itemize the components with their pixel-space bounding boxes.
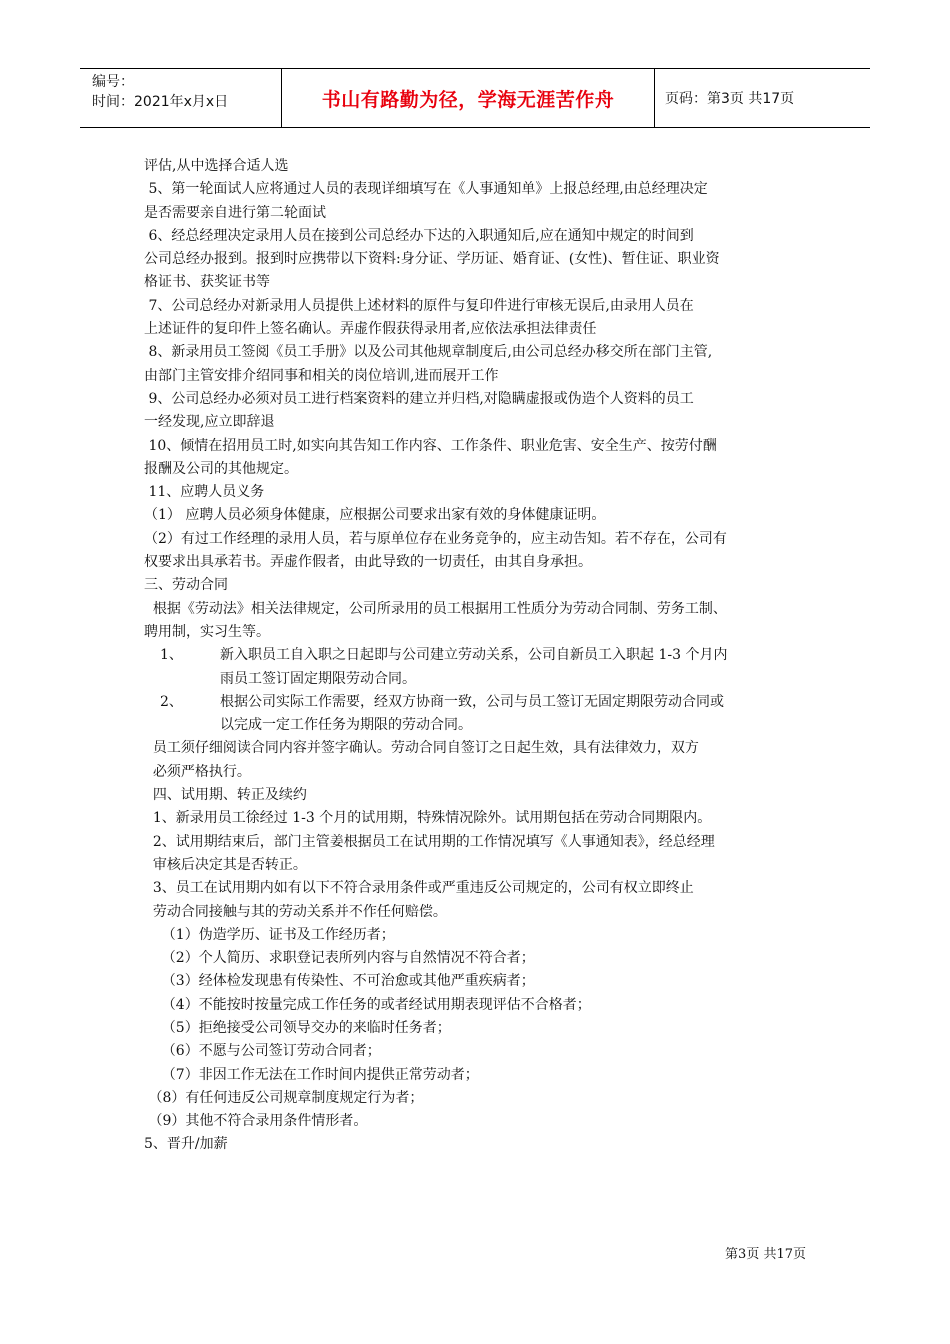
text-line: （2）个人简历、求职登记表所列内容与自然情况不符合者； bbox=[144, 950, 535, 967]
item-number: 2、 bbox=[160, 693, 183, 710]
text-line: 上述证件的复印件上签名确认。弄虚作假获得录用者,应依法承担法律责任 bbox=[144, 321, 597, 338]
text-line: 格证书、获奖证书等 bbox=[144, 274, 270, 291]
serial-label: 编号： bbox=[92, 74, 134, 90]
item-number: 1、 bbox=[160, 647, 183, 664]
text-line: 11、应聘人员义务 bbox=[144, 484, 265, 501]
text-line: 公司总经办报到。报到时应携带以下资料:身分证、学历证、婚育证、(女性)、暂住证、职业资 bbox=[144, 251, 720, 268]
text-line: 根据《劳动法》相关法律规定，公司所录用的员工根据用工性质分为劳动合同制、劳务工制、 bbox=[144, 600, 727, 617]
text-line: （6）不愿与公司签订劳动合同者； bbox=[144, 1043, 381, 1060]
text-line: 9、公司总经办必须对员工进行档案资料的建立并归档,对隐瞒虚报或伪造个人资料的员工 bbox=[144, 390, 694, 407]
text-line: 必须严格执行。 bbox=[144, 763, 251, 780]
text-line: 5、第一轮面试人应将通过人员的表现详细填写在《人事通知单》上报总经理,由总经理决定 bbox=[144, 181, 708, 198]
item-number bbox=[144, 668, 220, 691]
text-line: 1、新录用员工徐经过 1-3 个月的试用期，特殊情况除外。试用期包括在劳动合同期限内。 bbox=[144, 810, 712, 827]
text-line: 四、试用期、转正及续约 bbox=[144, 787, 307, 804]
numbered-item bbox=[144, 644, 814, 667]
text-line: （8）有任何违反公司规章制度规定行为者； bbox=[144, 1089, 424, 1106]
text-line: 员工须仔细阅读合同内容并签字确认。劳动合同自签订之日起生效，具有法律效力，双方 bbox=[144, 740, 699, 757]
text-line: 由部门主管安排介绍同事和相关的岗位培训,进而展开工作 bbox=[144, 367, 499, 384]
document-body bbox=[144, 155, 814, 1157]
body-paragraphs-continued bbox=[144, 737, 814, 1156]
date-label: 时间：2021年x月x日 bbox=[92, 94, 229, 110]
text-line: 6、经总经理决定录用人员在接到公司总经办下达的入职通知后,应在通知中规定的时间到 bbox=[144, 227, 694, 244]
text-line: 三、劳动合同 bbox=[144, 577, 228, 594]
text-line: 报酬及公司的其他规定。 bbox=[144, 460, 298, 477]
text-line: （3）经体检发现患有传染性、不可治愈或其他严重疾病者； bbox=[144, 973, 535, 990]
text-line: （7）非因工作无法在工作时间内提供正常劳动者； bbox=[144, 1066, 479, 1083]
text-line: 2、试用期结束后，部门主管姜根据员工在试用期的工作情况填写《人事通知表》，经总经理 bbox=[144, 833, 715, 850]
item-number bbox=[144, 714, 220, 737]
text-line: 8、新录用员工签阅《员工手册》以及公司其他规章制度后,由公司总经办移交所在部门主管, bbox=[144, 344, 713, 361]
text-line: 10、倾情在招用员工时,如实向其告知工作内容、工作条件、职业危害、安全生产、按劳付酬 bbox=[144, 437, 717, 454]
text-line: （2）有过工作经理的录用人员，若与原单位存在业务竞争的，应主动告知。若不存在，公司有 bbox=[144, 530, 727, 547]
body-paragraphs bbox=[144, 155, 814, 644]
text-line: （5）拒绝接受公司领导交办的来临时任务者； bbox=[144, 1019, 451, 1036]
text-line: 审核后决定其是否转正。 bbox=[144, 856, 307, 873]
text-line: （1）伪造学历、证书及工作经历者； bbox=[144, 926, 395, 943]
numbered-list bbox=[144, 644, 814, 737]
text-line: （4）不能按时按量完成工作任务的或者经试用期表现评估不合格者； bbox=[144, 996, 591, 1013]
numbered-item bbox=[144, 668, 814, 691]
text-line: 权要求出具承若书。弄虚作假者，由此导致的一切责任，由其自身承担。 bbox=[144, 554, 592, 571]
text-line: （1） 应聘人员必须身体健康，应根据公司要求出家有效的身体健康证明。 bbox=[144, 507, 606, 524]
text-line: 7、公司总经办对新录用人员提供上述材料的原件与复印件进行审核无误后,由录用人员在 bbox=[144, 297, 694, 314]
item-text: 新入职员工自入职之日起即与公司建立劳动关系，公司自新员工入职起 1-3 个月内 bbox=[220, 647, 728, 664]
text-line: 3、员工在试用期内如有以下不符合录用条件或严重违反公司规定的，公司有权立即终止 bbox=[144, 880, 694, 897]
text-line: （9）其他不符合录用条件情形者。 bbox=[144, 1113, 368, 1130]
item-text: 以完成一定工作任务为期限的劳动合同。 bbox=[220, 717, 472, 734]
header-table bbox=[80, 68, 870, 128]
numbered-item bbox=[144, 691, 814, 714]
text-line: 评估,从中选择合适人选 bbox=[144, 158, 289, 174]
item-text: 根据公司实际工作需要，经双方协商一致，公司与员工签订无固定期限劳动合同或 bbox=[220, 693, 724, 710]
text-line: 是否需要亲自进行第二轮面试 bbox=[144, 204, 326, 221]
item-text: 雨员工签订固定期限劳动合同。 bbox=[220, 670, 416, 687]
text-line: 劳动合同接触与其的劳动关系并不作任何赔偿。 bbox=[144, 903, 447, 920]
header-page-info: 页码：第3页 共17页 bbox=[665, 91, 795, 107]
text-line: 一经发现,应立即辞退 bbox=[144, 414, 275, 431]
numbered-item bbox=[144, 714, 814, 737]
text-line: 5、晋升/加薪 bbox=[144, 1136, 228, 1153]
header-meta-cell bbox=[80, 69, 282, 127]
text-line: 聘用制，实习生等。 bbox=[144, 623, 270, 640]
footer-page-info: 第3页 共17页 bbox=[725, 1247, 806, 1262]
motto: 书山有路勤为径，学海无涯苦作舟 bbox=[282, 69, 655, 127]
